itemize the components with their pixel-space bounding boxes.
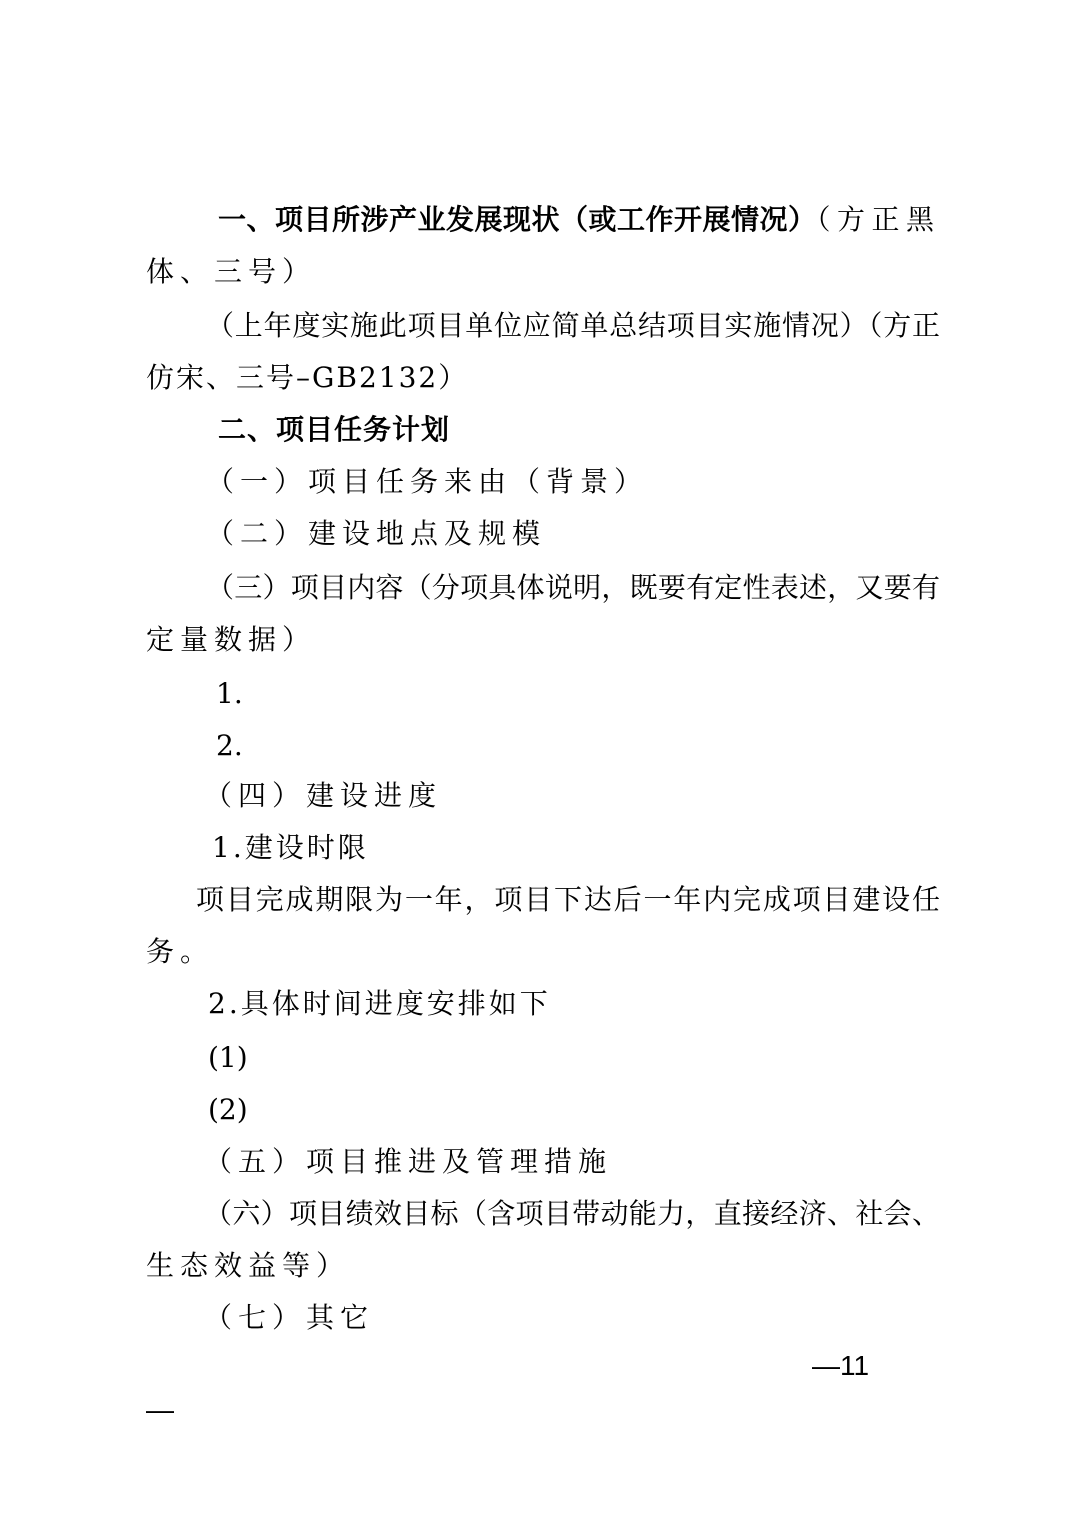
section1-heading: 一、项目所涉产业发展现状（或工作开展情况） bbox=[218, 203, 817, 236]
section2-item-3: （三）项目内容（分项具体说明，既要有定性表述，又要有 bbox=[206, 571, 940, 604]
section2-item-3-sub-2: 2. bbox=[216, 729, 243, 762]
section1-heading-line bbox=[218, 203, 940, 236]
page-number: —11 bbox=[812, 1350, 870, 1381]
page-number-trailing-dash: — bbox=[146, 1394, 174, 1425]
section1-instruction-cont: 仿宋、三号–GB2132） bbox=[146, 361, 469, 394]
section2-item-4-sub-1: 1.建设时限 bbox=[212, 831, 369, 864]
section2-item-4: （四）建设进度 bbox=[204, 779, 443, 812]
section2-item-4-text: 项目完成期限为一年，项目下达后一年内完成项目建设任 bbox=[196, 883, 940, 916]
section2-item-2: （二）建设地点及规模 bbox=[206, 517, 547, 550]
section2-item-4-sub-2-2: (2) bbox=[208, 1093, 248, 1126]
section2-item-5: （五）项目推进及管理措施 bbox=[204, 1145, 613, 1178]
section2-item-6-cont: 生态效益等） bbox=[146, 1249, 351, 1282]
section2-item-1: （一）项目任务来由（背景） bbox=[206, 465, 649, 498]
section2-item-4-sub-2: 2.具体时间进度安排如下 bbox=[208, 987, 551, 1020]
section2-item-3-cont: 定量数据） bbox=[146, 623, 317, 656]
section2-item-4-sub-2-1: (1) bbox=[208, 1041, 248, 1074]
section1-instruction: （上年度实施此项目单位应简单总结项目实施情况）（方正 bbox=[206, 309, 940, 342]
section1-heading-note: （方正黑 bbox=[816, 203, 940, 236]
section2-item-6: （六）项目绩效目标（含项目带动能力，直接经济、社会、 bbox=[204, 1197, 940, 1230]
section1-heading-note-cont: 体、三号） bbox=[146, 255, 317, 288]
section2-item-4-text-cont: 务。 bbox=[146, 935, 215, 968]
section2-heading: 二、项目任务计划 bbox=[218, 413, 451, 446]
section2-item-3-sub-1: 1. bbox=[216, 677, 243, 710]
section2-item-7: （七）其它 bbox=[204, 1301, 375, 1334]
